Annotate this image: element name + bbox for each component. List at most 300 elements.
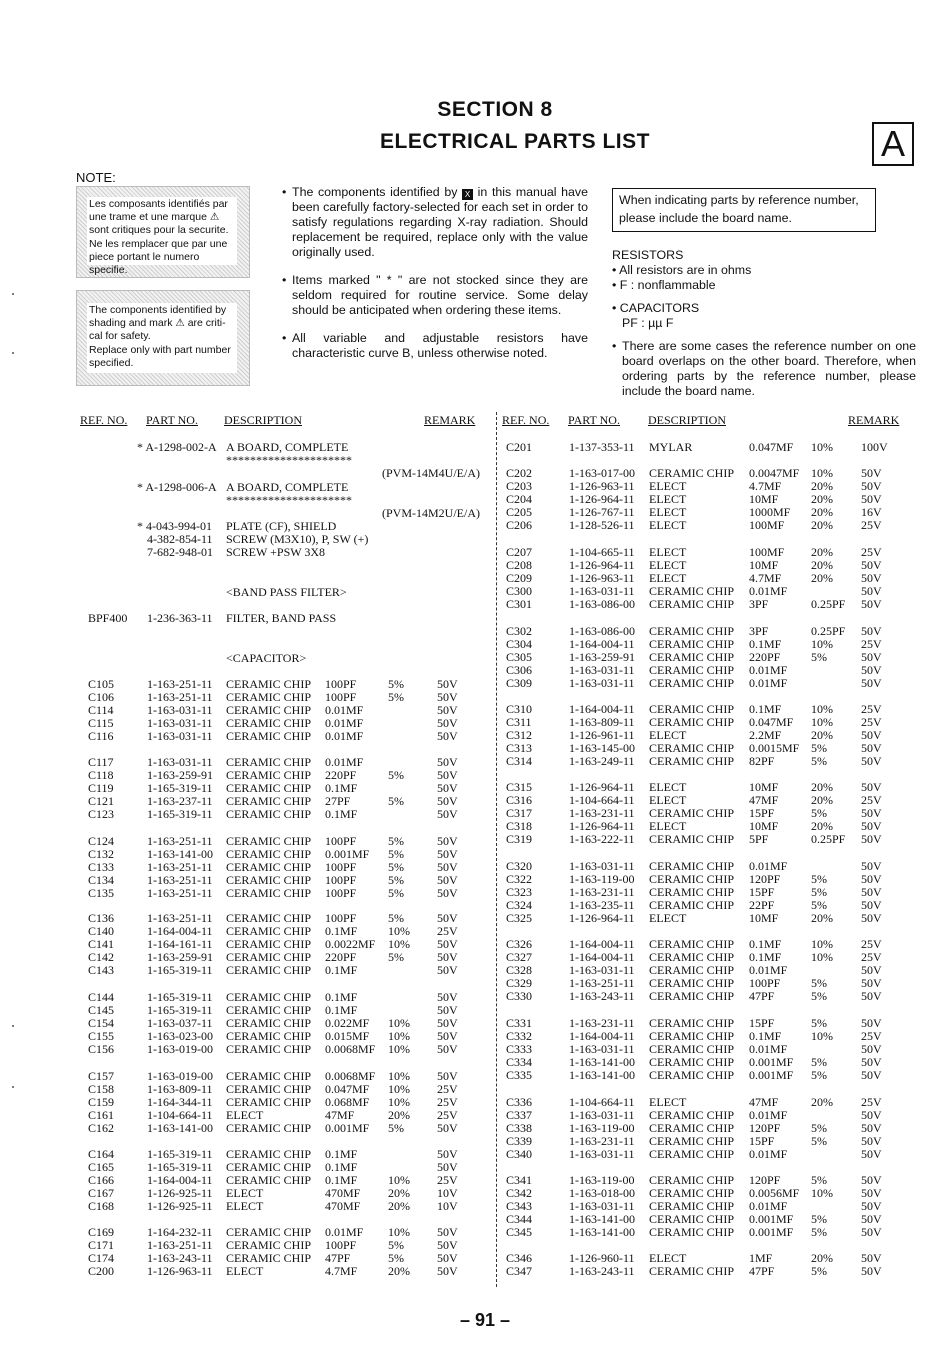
ref-no: C323	[506, 885, 533, 899]
description: CERAMIC CHIP	[226, 781, 312, 795]
tolerance: 20%	[388, 1199, 410, 1213]
description: CERAMIC CHIP	[649, 806, 735, 820]
description: ELECT	[649, 1095, 687, 1109]
value: 4.7MF	[749, 479, 782, 493]
voltage: 50V	[437, 1121, 458, 1135]
voltage: 50V	[861, 479, 882, 493]
value: 47PF	[325, 1251, 351, 1265]
ref-no: C201	[506, 440, 533, 454]
value: 120PF	[749, 1121, 781, 1135]
voltage: 50V	[437, 937, 458, 951]
part-no: 1-163-031-11	[147, 716, 213, 730]
value: 100MF	[749, 545, 785, 559]
ref-no: C168	[88, 1199, 115, 1213]
description: CERAMIC CHIP	[649, 1121, 735, 1135]
xray-note-text-b: in this manual have been carefully factory-selected for each set in order to satisfy regulations regarding X-ray radiation. Should replacement be required, replace only with the value originally used.	[292, 185, 588, 259]
voltage: 25V	[861, 950, 882, 964]
section-heading: SECTION 8	[437, 98, 553, 121]
description: <BAND PASS FILTER>	[226, 585, 347, 599]
ref-no: C123	[88, 807, 115, 821]
description: CERAMIC CHIP	[226, 1121, 312, 1135]
remark: (PVM-14M2U/E/A)	[382, 506, 480, 520]
ref-no: C166	[88, 1173, 115, 1187]
ref-no: C202	[506, 466, 533, 480]
remark: (PVM-14M4U/E/A)	[382, 466, 480, 480]
ref-no: C208	[506, 558, 533, 572]
value: 0.1MF	[325, 1003, 358, 1017]
value: 0.0068MF	[325, 1069, 376, 1083]
ref-no: C144	[88, 990, 115, 1004]
tolerance: 10%	[811, 715, 833, 729]
voltage: 50V	[861, 492, 882, 506]
col-remark: REMARK	[848, 413, 900, 427]
tolerance: 10%	[811, 440, 833, 454]
ref-no: C311	[506, 715, 532, 729]
part-no: 1-163-086-00	[569, 624, 635, 638]
description: CERAMIC CHIP	[649, 1108, 735, 1122]
tolerance: 10%	[388, 1225, 410, 1239]
part-no: 1-163-119-00	[569, 1121, 635, 1135]
ref-no: C154	[88, 1016, 115, 1030]
part-no: 1-164-004-11	[147, 924, 213, 938]
description: CERAMIC CHIP	[226, 1095, 312, 1109]
part-no: 1-104-664-11	[569, 1095, 635, 1109]
ref-no: C136	[88, 911, 115, 925]
description: ELECT	[649, 518, 687, 532]
scan-speck	[12, 293, 14, 295]
part-no: 1-163-141-00	[569, 1212, 635, 1226]
description: CERAMIC CHIP	[649, 1212, 735, 1226]
tolerance: 20%	[811, 479, 833, 493]
part-no: * A-1298-006-A	[137, 480, 217, 494]
value: 100MF	[749, 518, 785, 532]
ref-no: C157	[88, 1069, 115, 1083]
voltage: 50V	[861, 754, 882, 768]
voltage: 50V	[437, 794, 458, 808]
part-no: 1-164-004-11	[569, 637, 635, 651]
value: 15PF	[749, 1134, 775, 1148]
description: ELECT	[649, 819, 687, 833]
resistor-curve-note: • All variable and adjustable resistors have characteristic curve B, unless otherwise noted.	[282, 331, 588, 360]
note-line: piece portant le numero specifie.	[89, 250, 200, 277]
description: CERAMIC CHIP	[226, 1147, 312, 1161]
part-no: 1-163-141-00	[569, 1225, 635, 1239]
note-line: sont critiques pour la securite.	[89, 224, 229, 237]
ref-no: C314	[506, 754, 533, 768]
ref-no: C119	[88, 781, 114, 795]
english-safety-note	[76, 290, 250, 386]
voltage: 50V	[437, 1238, 458, 1252]
tolerance: 20%	[811, 505, 833, 519]
voltage: 25V	[861, 1095, 882, 1109]
part-no: 1-163-031-11	[569, 663, 635, 677]
tolerance: 0.25PF	[811, 832, 846, 846]
part-no: 1-126-964-11	[569, 819, 635, 833]
part-no: 1-163-141-00	[147, 1121, 213, 1135]
description: CERAMIC CHIP	[226, 703, 312, 717]
ref-no: C312	[506, 728, 533, 742]
ref-no: C302	[506, 624, 533, 638]
value: 15PF	[749, 1016, 775, 1030]
value: 15PF	[749, 806, 775, 820]
xray-note: • The components identified by X in this manual have been carefully factory-selected for each set in order to satisfy regulations regarding X-ray radiation. Should replacement be required, replace only with the value originally used.	[282, 185, 588, 259]
ref-no: C325	[506, 911, 533, 925]
description: CERAMIC CHIP	[649, 1134, 735, 1148]
ref-no: C319	[506, 832, 533, 846]
tolerance: 5%	[811, 741, 827, 755]
description: CERAMIC CHIP	[649, 754, 735, 768]
description: CERAMIC CHIP	[226, 1016, 312, 1030]
value: 0.1MF	[325, 990, 358, 1004]
ref-no: C327	[506, 950, 533, 964]
voltage: 50V	[437, 1225, 458, 1239]
value: 0.047MF	[749, 440, 794, 454]
description: CERAMIC CHIP	[226, 768, 312, 782]
tolerance: 20%	[811, 780, 833, 794]
part-no: 1-164-004-11	[569, 702, 635, 716]
voltage: 50V	[437, 1251, 458, 1265]
voltage: 50V	[437, 990, 458, 1004]
ref-no: C309	[506, 676, 533, 690]
tolerance: 20%	[811, 558, 833, 572]
ref-no: C209	[506, 571, 533, 585]
voltage: 50V	[861, 1055, 882, 1069]
description: CERAMIC CHIP	[226, 1042, 312, 1056]
value: 0.01MF	[325, 703, 364, 717]
description: SCREW +PSW 3X8	[226, 545, 326, 559]
resistors-item: • All resistors are in ohms	[612, 263, 752, 277]
part-no: 1-163-031-11	[147, 703, 213, 717]
description: *********************	[226, 453, 352, 467]
scan-speck	[12, 352, 14, 354]
description: CERAMIC CHIP	[226, 794, 312, 808]
tolerance: 10%	[388, 1095, 410, 1109]
description: CERAMIC CHIP	[649, 702, 735, 716]
voltage: 50V	[861, 819, 882, 833]
voltage: 25V	[861, 793, 882, 807]
description: CERAMIC CHIP	[226, 911, 312, 925]
value: 100PF	[325, 677, 357, 691]
tolerance: 5%	[811, 1212, 827, 1226]
value: 220PF	[749, 650, 781, 664]
tolerance: 5%	[388, 911, 404, 925]
part-no: 1-163-031-11	[147, 729, 213, 743]
value: 100PF	[325, 911, 357, 925]
value: 47PF	[749, 1264, 775, 1278]
ref-no: C328	[506, 963, 533, 977]
note-line: specified.	[89, 356, 134, 369]
value: 15PF	[749, 885, 775, 899]
tolerance: 20%	[811, 1095, 833, 1109]
ref-no: C141	[88, 937, 115, 951]
voltage: 50V	[861, 597, 882, 611]
value: 0.01MF	[749, 859, 788, 873]
ref-no: C331	[506, 1016, 533, 1030]
part-no: 1-163-031-11	[569, 676, 635, 690]
tolerance: 20%	[811, 793, 833, 807]
tolerance: 5%	[811, 872, 827, 886]
part-no: 1-163-809-11	[569, 715, 635, 729]
tolerance: 20%	[811, 545, 833, 559]
part-no: * 4-043-994-01	[137, 519, 212, 533]
part-no: 1-163-037-11	[147, 1016, 213, 1030]
voltage: 25V	[437, 1082, 458, 1096]
note-line: shading and mark ⚠ are criti-	[89, 317, 226, 330]
description: ELECT	[649, 505, 687, 519]
ref-no: C162	[88, 1121, 115, 1135]
value: 0.001MF	[749, 1225, 794, 1239]
value: 0.01MF	[749, 1147, 788, 1161]
value: 0.01MF	[749, 1042, 788, 1056]
tolerance: 5%	[811, 1225, 827, 1239]
voltage: 25V	[437, 1173, 458, 1187]
value: 3PF	[749, 597, 769, 611]
ref-no: C133	[88, 860, 115, 874]
ref-no: C313	[506, 741, 533, 755]
description: CERAMIC CHIP	[649, 663, 735, 677]
description: ELECT	[649, 793, 687, 807]
part-no: 1-104-664-11	[569, 793, 635, 807]
xray-note-text-a: The components identified by	[292, 185, 458, 199]
voltage: 50V	[861, 963, 882, 977]
description: CERAMIC CHIP	[226, 873, 312, 887]
part-no: 1-165-319-11	[147, 990, 213, 1004]
tolerance: 5%	[388, 1251, 404, 1265]
note-line: The components identified by	[89, 304, 227, 316]
part-no: 1-163-243-11	[569, 1264, 635, 1278]
voltage: 50V	[437, 860, 458, 874]
part-no: 1-163-017-00	[569, 466, 635, 480]
ref-no: C207	[506, 545, 533, 559]
ref-no: C330	[506, 989, 533, 1003]
ref-no: C342	[506, 1186, 533, 1200]
description: CERAMIC CHIP	[649, 650, 735, 664]
voltage: 50V	[861, 1068, 882, 1082]
ref-no: C203	[506, 479, 533, 493]
tolerance: 5%	[388, 794, 404, 808]
ref-no: C347	[506, 1264, 533, 1278]
tolerance: 20%	[811, 728, 833, 742]
part-no: 1-165-319-11	[147, 781, 213, 795]
french-safety-text	[87, 197, 237, 277]
description: CERAMIC CHIP	[226, 690, 312, 704]
voltage: 25V	[861, 937, 882, 951]
part-no: 1-126-961-11	[569, 728, 635, 742]
note-line: une trame et une marque ⚠	[89, 211, 220, 224]
voltage: 50V	[861, 1251, 882, 1265]
voltage: 25V	[861, 715, 882, 729]
voltage: 50V	[861, 1173, 882, 1187]
description: CERAMIC CHIP	[226, 860, 312, 874]
voltage: 50V	[861, 1212, 882, 1226]
voltage: 50V	[861, 911, 882, 925]
col-description: DESCRIPTION	[224, 413, 303, 427]
tolerance: 5%	[388, 886, 404, 900]
ref-no: C145	[88, 1003, 115, 1017]
french-safety-note	[76, 186, 250, 278]
part-no: 4-382-854-11	[147, 532, 213, 546]
tolerance: 20%	[811, 492, 833, 506]
ref-no: C169	[88, 1225, 115, 1239]
ref-no: C339	[506, 1134, 533, 1148]
part-no: 1-126-925-11	[147, 1199, 213, 1213]
voltage: 100V	[861, 440, 888, 454]
voltage: 50V	[437, 950, 458, 964]
value: 0.01MF	[749, 584, 788, 598]
description: CERAMIC CHIP	[649, 1199, 735, 1213]
ref-no: C206	[506, 518, 533, 532]
part-no: 1-126-963-11	[569, 571, 635, 585]
ref-no: C336	[506, 1095, 533, 1109]
part-no: 1-164-344-11	[147, 1095, 213, 1109]
description: ELECT	[649, 728, 687, 742]
description: ELECT	[649, 780, 687, 794]
description: CERAMIC CHIP	[649, 715, 735, 729]
value: 0.1MF	[749, 637, 782, 651]
value: 0.0015MF	[749, 741, 800, 755]
value: 4.7MF	[749, 571, 782, 585]
description: CERAMIC CHIP	[649, 989, 735, 1003]
description: CERAMIC CHIP	[649, 1225, 735, 1239]
value: 220PF	[325, 950, 357, 964]
part-no: 1-163-251-11	[147, 677, 213, 691]
description: CERAMIC CHIP	[226, 1225, 312, 1239]
description: *********************	[226, 493, 352, 507]
part-no: 1-164-004-11	[569, 1029, 635, 1043]
ref-no: C167	[88, 1186, 115, 1200]
description: CERAMIC CHIP	[649, 1147, 735, 1161]
value: 0.01MF	[749, 663, 788, 677]
ref-no: C155	[88, 1029, 115, 1043]
voltage: 50V	[437, 690, 458, 704]
part-no: 1-163-141-00	[569, 1068, 635, 1082]
tolerance: 10%	[388, 1016, 410, 1030]
value: 0.01MF	[749, 1199, 788, 1213]
voltage: 50V	[437, 729, 458, 743]
description: FILTER, BAND PASS	[226, 611, 337, 625]
tolerance: 5%	[811, 1173, 827, 1187]
ref-no: C346	[506, 1251, 533, 1265]
tolerance: 5%	[388, 690, 404, 704]
col-part-no: PART NO.	[568, 413, 620, 427]
board-name-note: When indicating parts by reference number, please include the board name.	[612, 188, 876, 232]
value: 3PF	[749, 624, 769, 638]
ref-no: C340	[506, 1147, 533, 1161]
value: 0.1MF	[325, 1160, 358, 1174]
col-description: DESCRIPTION	[648, 413, 727, 427]
tolerance: 5%	[811, 650, 827, 664]
part-no: 1-163-251-11	[147, 873, 213, 887]
value: 5PF	[749, 832, 769, 846]
part-no: 1-165-319-11	[147, 1160, 213, 1174]
value: 0.1MF	[325, 1147, 358, 1161]
ref-no: C106	[88, 690, 115, 704]
overlap-note: • There are some cases the reference number on one board overlaps on the other board. Therefore, when ordering parts by the reference number, please include the board name.	[612, 339, 916, 398]
voltage: 50V	[861, 466, 882, 480]
tolerance: 5%	[811, 1121, 827, 1135]
ref-no: C343	[506, 1199, 533, 1213]
value: 0.047MF	[749, 715, 794, 729]
ref-no: C341	[506, 1173, 533, 1187]
part-no: 1-126-767-11	[569, 505, 635, 519]
description: CERAMIC CHIP	[226, 1069, 312, 1083]
tolerance: 10%	[388, 924, 410, 938]
tolerance: 20%	[811, 911, 833, 925]
value: 0.1MF	[749, 702, 782, 716]
value: 470MF	[325, 1186, 361, 1200]
part-no: 1-126-963-11	[569, 479, 635, 493]
ref-no: C332	[506, 1029, 533, 1043]
voltage: 50V	[861, 741, 882, 755]
capacitors-unit: PF : µµ F	[622, 316, 674, 330]
description: A BOARD, COMPLETE	[226, 440, 349, 454]
part-no: 1-163-231-11	[569, 1016, 635, 1030]
tolerance: 5%	[811, 806, 827, 820]
part-no: 1-163-259-91	[569, 650, 635, 664]
description: CERAMIC CHIP	[649, 597, 735, 611]
resistors-title: RESISTORS	[612, 248, 684, 262]
value: 27PF	[325, 794, 351, 808]
voltage: 50V	[861, 885, 882, 899]
value: 0.01MF	[325, 729, 364, 743]
part-no: 1-165-319-11	[147, 963, 213, 977]
value: 47MF	[749, 793, 779, 807]
voltage: 50V	[437, 768, 458, 782]
part-no: 1-104-664-11	[147, 1108, 213, 1122]
part-no: 1-163-251-11	[569, 976, 635, 990]
part-no: 1-163-031-11	[569, 1147, 635, 1161]
part-no: 1-163-251-11	[147, 860, 213, 874]
value: 0.01MF	[325, 755, 364, 769]
voltage: 50V	[437, 834, 458, 848]
ref-no: C300	[506, 584, 533, 598]
description: CERAMIC CHIP	[226, 886, 312, 900]
tolerance: 20%	[811, 571, 833, 585]
tolerance: 5%	[811, 1055, 827, 1069]
ref-no: C118	[88, 768, 114, 782]
voltage: 50V	[437, 847, 458, 861]
description: ELECT	[226, 1264, 264, 1278]
description: CERAMIC CHIP	[649, 1016, 735, 1030]
value: 0.01MF	[749, 676, 788, 690]
value: 1000MF	[749, 505, 791, 519]
voltage: 50V	[437, 781, 458, 795]
value: 4.7MF	[325, 1264, 358, 1278]
voltage: 50V	[861, 663, 882, 677]
xray-mark-icon: X	[462, 189, 473, 200]
voltage: 10V	[437, 1199, 458, 1213]
value: 0.1MF	[325, 781, 358, 795]
voltage: 16V	[861, 505, 882, 519]
tolerance: 10%	[811, 937, 833, 951]
middle-notes	[282, 185, 588, 374]
voltage: 50V	[437, 1029, 458, 1043]
voltage: 50V	[861, 898, 882, 912]
tolerance: 5%	[811, 1134, 827, 1148]
tolerance: 20%	[811, 1251, 833, 1265]
col-remark: REMARK	[424, 413, 476, 427]
description: CERAMIC CHIP	[226, 847, 312, 861]
part-no: 1-164-232-11	[147, 1225, 213, 1239]
page-number: – 91 –	[459, 1310, 511, 1330]
ref-no: BPF400	[88, 611, 128, 625]
voltage: 50V	[861, 728, 882, 742]
value: 0.01MF	[749, 963, 788, 977]
part-no: 1-126-964-11	[569, 911, 635, 925]
tolerance: 5%	[388, 1121, 404, 1135]
voltage: 50V	[437, 963, 458, 977]
part-no: 1-137-353-11	[569, 440, 635, 454]
